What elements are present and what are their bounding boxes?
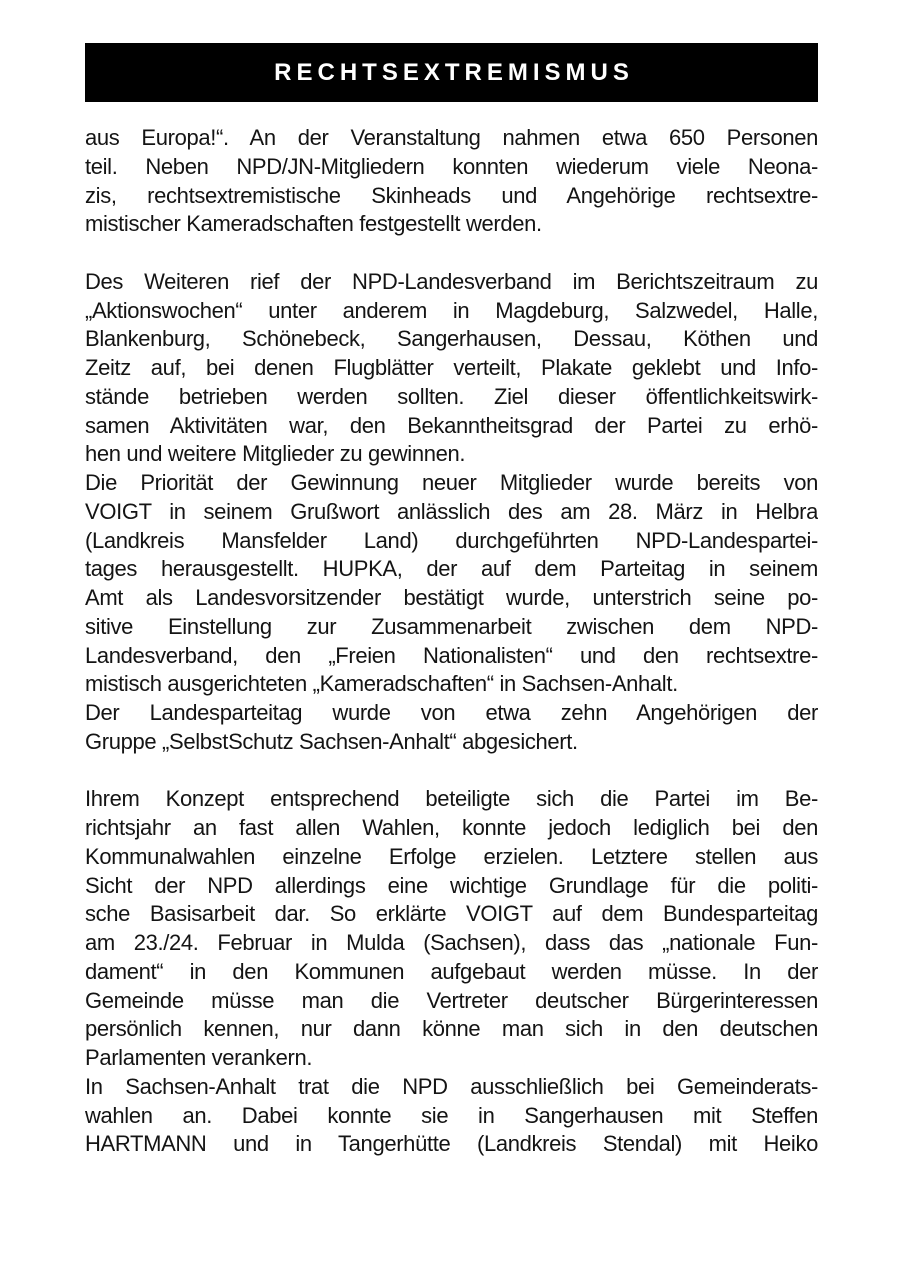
text-line: Amt als Landesvorsitzender bestätigt wurde, unterstrich seine po- [85, 585, 818, 610]
text-line: Kommunalwahlen einzelne Erfolge erzielen. Letztere stellen aus [85, 843, 818, 869]
text-line: mistischer Kameradschaften festgestellt werden. [85, 211, 542, 237]
text-line: „Aktionswochen“ unter anderem in Magdeburg, Salzwedel, Halle, [85, 297, 818, 323]
text-line: sche Basisarbeit dar. So erklärte VOIGT auf dem Bundesparteitag [85, 901, 818, 927]
text-line: stände betrieben werden sollten. Ziel dieser öffentlichkeitswirk- [85, 383, 818, 409]
text-line: aus Europa!“. An der Veranstaltung nahmen etwa 650 Personen [85, 125, 818, 150]
text-line: In Sachsen-Anhalt trat die NPD ausschließlich bei Gemeinderats- [85, 1073, 818, 1099]
text-line: Sicht der NPD allerdings eine wichtige Grundlage für die politi- [85, 872, 818, 898]
text-line: zis, rechtsextremistische Skinheads und Angehörige rechtsextre- [85, 182, 818, 208]
text-line: Der Landesparteitag wurde von etwa zehn Angehörigen der [85, 700, 818, 725]
text-line: wahlen an. Dabei konnte sie in Sangerhausen mit Steffen [85, 1102, 818, 1128]
text-line: am 23./24. Februar in Mulda (Sachsen), dass das „nationale Fun- [85, 930, 818, 955]
text-line: samen Aktivitäten war, den Bekanntheitsgrad der Partei zu erhö- [85, 412, 818, 438]
text-line: Des Weiteren rief der NPD-Landesverband im Berichtszeitraum zu [85, 268, 818, 294]
text-line: Landesverband, den „Freien Nationalisten“ und den rechtsextre- [85, 642, 818, 668]
text-line: Zeitz auf, bei denen Flugblätter verteilt, Plakate geklebt und Info- [85, 355, 818, 380]
text-line: hen und weitere Mitglieder zu gewinnen. [85, 441, 466, 467]
text-line: (Landkreis Mansfelder Land) durchgeführten NPD-Landespartei- [85, 527, 818, 553]
paragraph [85, 1073, 818, 1159]
text-line: Parlamenten verankern. [85, 1045, 313, 1070]
text-line: Blankenburg, Schönebeck, Sangerhausen, Dessau, Köthen und [85, 326, 818, 352]
text-line: Gruppe „SelbstSchutz Sachsen-Anhalt“ abgesichert. [85, 728, 578, 754]
text-line: dament“ in den Kommunen aufgebaut werden müsse. In der [85, 958, 818, 984]
text-line: mistisch ausgerichteten „Kameradschaften“ in Sachsen-Anhalt. [85, 671, 678, 697]
document-body [85, 124, 818, 1159]
text-line: sitive Einstellung zur Zusammenarbeit zwischen dem NPD- [85, 613, 818, 639]
text-line: Ihrem Konzept entsprechend beteiligte sich die Partei im Be- [85, 786, 818, 812]
paragraph [85, 469, 818, 699]
text-line: Gemeinde müsse man die Vertreter deutscher Bürgerinteressen [85, 987, 818, 1013]
text-line: richtsjahr an fast allen Wahlen, konnte jedoch lediglich bei den [85, 815, 818, 840]
text-line: HARTMANN und in Tangerhütte (Landkreis Stendal) mit Heiko [85, 1131, 818, 1157]
text-line: tages herausgestellt. HUPKA, der auf dem Parteitag in seinem [85, 556, 818, 582]
paragraph [85, 699, 818, 757]
paragraph [85, 268, 818, 469]
text-line: Die Priorität der Gewinnung neuer Mitglieder wurde bereits von [85, 470, 818, 495]
text-line: VOIGT in seinem Grußwort anlässlich des am 28. März in Helbra [85, 498, 818, 524]
paragraph [85, 124, 818, 239]
text-line: teil. Neben NPD/JN-Mitgliedern konnten wiederum viele Neona- [85, 153, 818, 179]
paragraph [85, 785, 818, 1073]
header-bar [85, 43, 818, 102]
section-title: RECHTSEXTREMISMUS [274, 58, 634, 86]
text-line: persönlich kennen, nur dann könne man sich in den deutschen [85, 1016, 818, 1042]
